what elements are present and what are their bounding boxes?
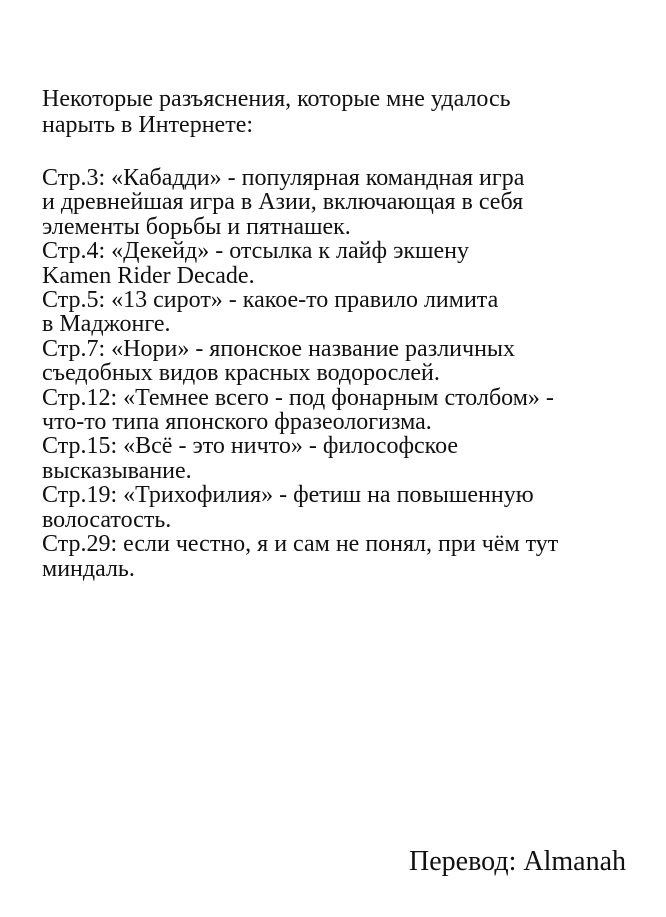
note-line: Стр.5: «13 сирот» - какое-то правило лимита [42, 287, 499, 314]
note-line: миндаль. [42, 555, 135, 582]
note-line: Kamen Rider Decade. [42, 262, 255, 289]
note-line: Стр.4: «Декейд» - отсылка к лайф экшену [42, 238, 470, 265]
note-line: Стр.29: если честно, я и сам не понял, при чём тут [42, 531, 559, 558]
note-line: что-то типа японского фразеологизма. [42, 409, 432, 436]
intro-paragraph [42, 86, 642, 138]
translator-notes [42, 166, 652, 581]
note-line: и древнейшая игра в Азии, включающая в себя [42, 189, 524, 216]
note-line: Стр.19: «Трихофилия» - фетиш на повышенную [42, 482, 534, 509]
note-line: Стр.3: «Кабадди» - популярная командная игра [42, 165, 525, 191]
note-line: Стр.12: «Темнее всего - под фонарным столбом» - [42, 384, 554, 411]
note-line: волосатость. [42, 506, 172, 533]
note-line: съедобных видов красных водорослей. [42, 360, 440, 387]
note-line: Стр.15: «Всё - это ничто» - философское [42, 433, 459, 460]
intro-line: Некоторые разъяснения, которые мне удалось [42, 86, 511, 112]
translation-credit: Перевод: Almanah [409, 846, 626, 877]
intro-line: нарыть в Интернете: [42, 112, 254, 138]
note-line: элементы борьбы и пятнашек. [42, 213, 351, 240]
note-line: высказывание. [42, 457, 192, 484]
note-line: в Маджонге. [42, 311, 171, 338]
note-line: Стр.7: «Нори» - японское название различных [42, 335, 516, 362]
